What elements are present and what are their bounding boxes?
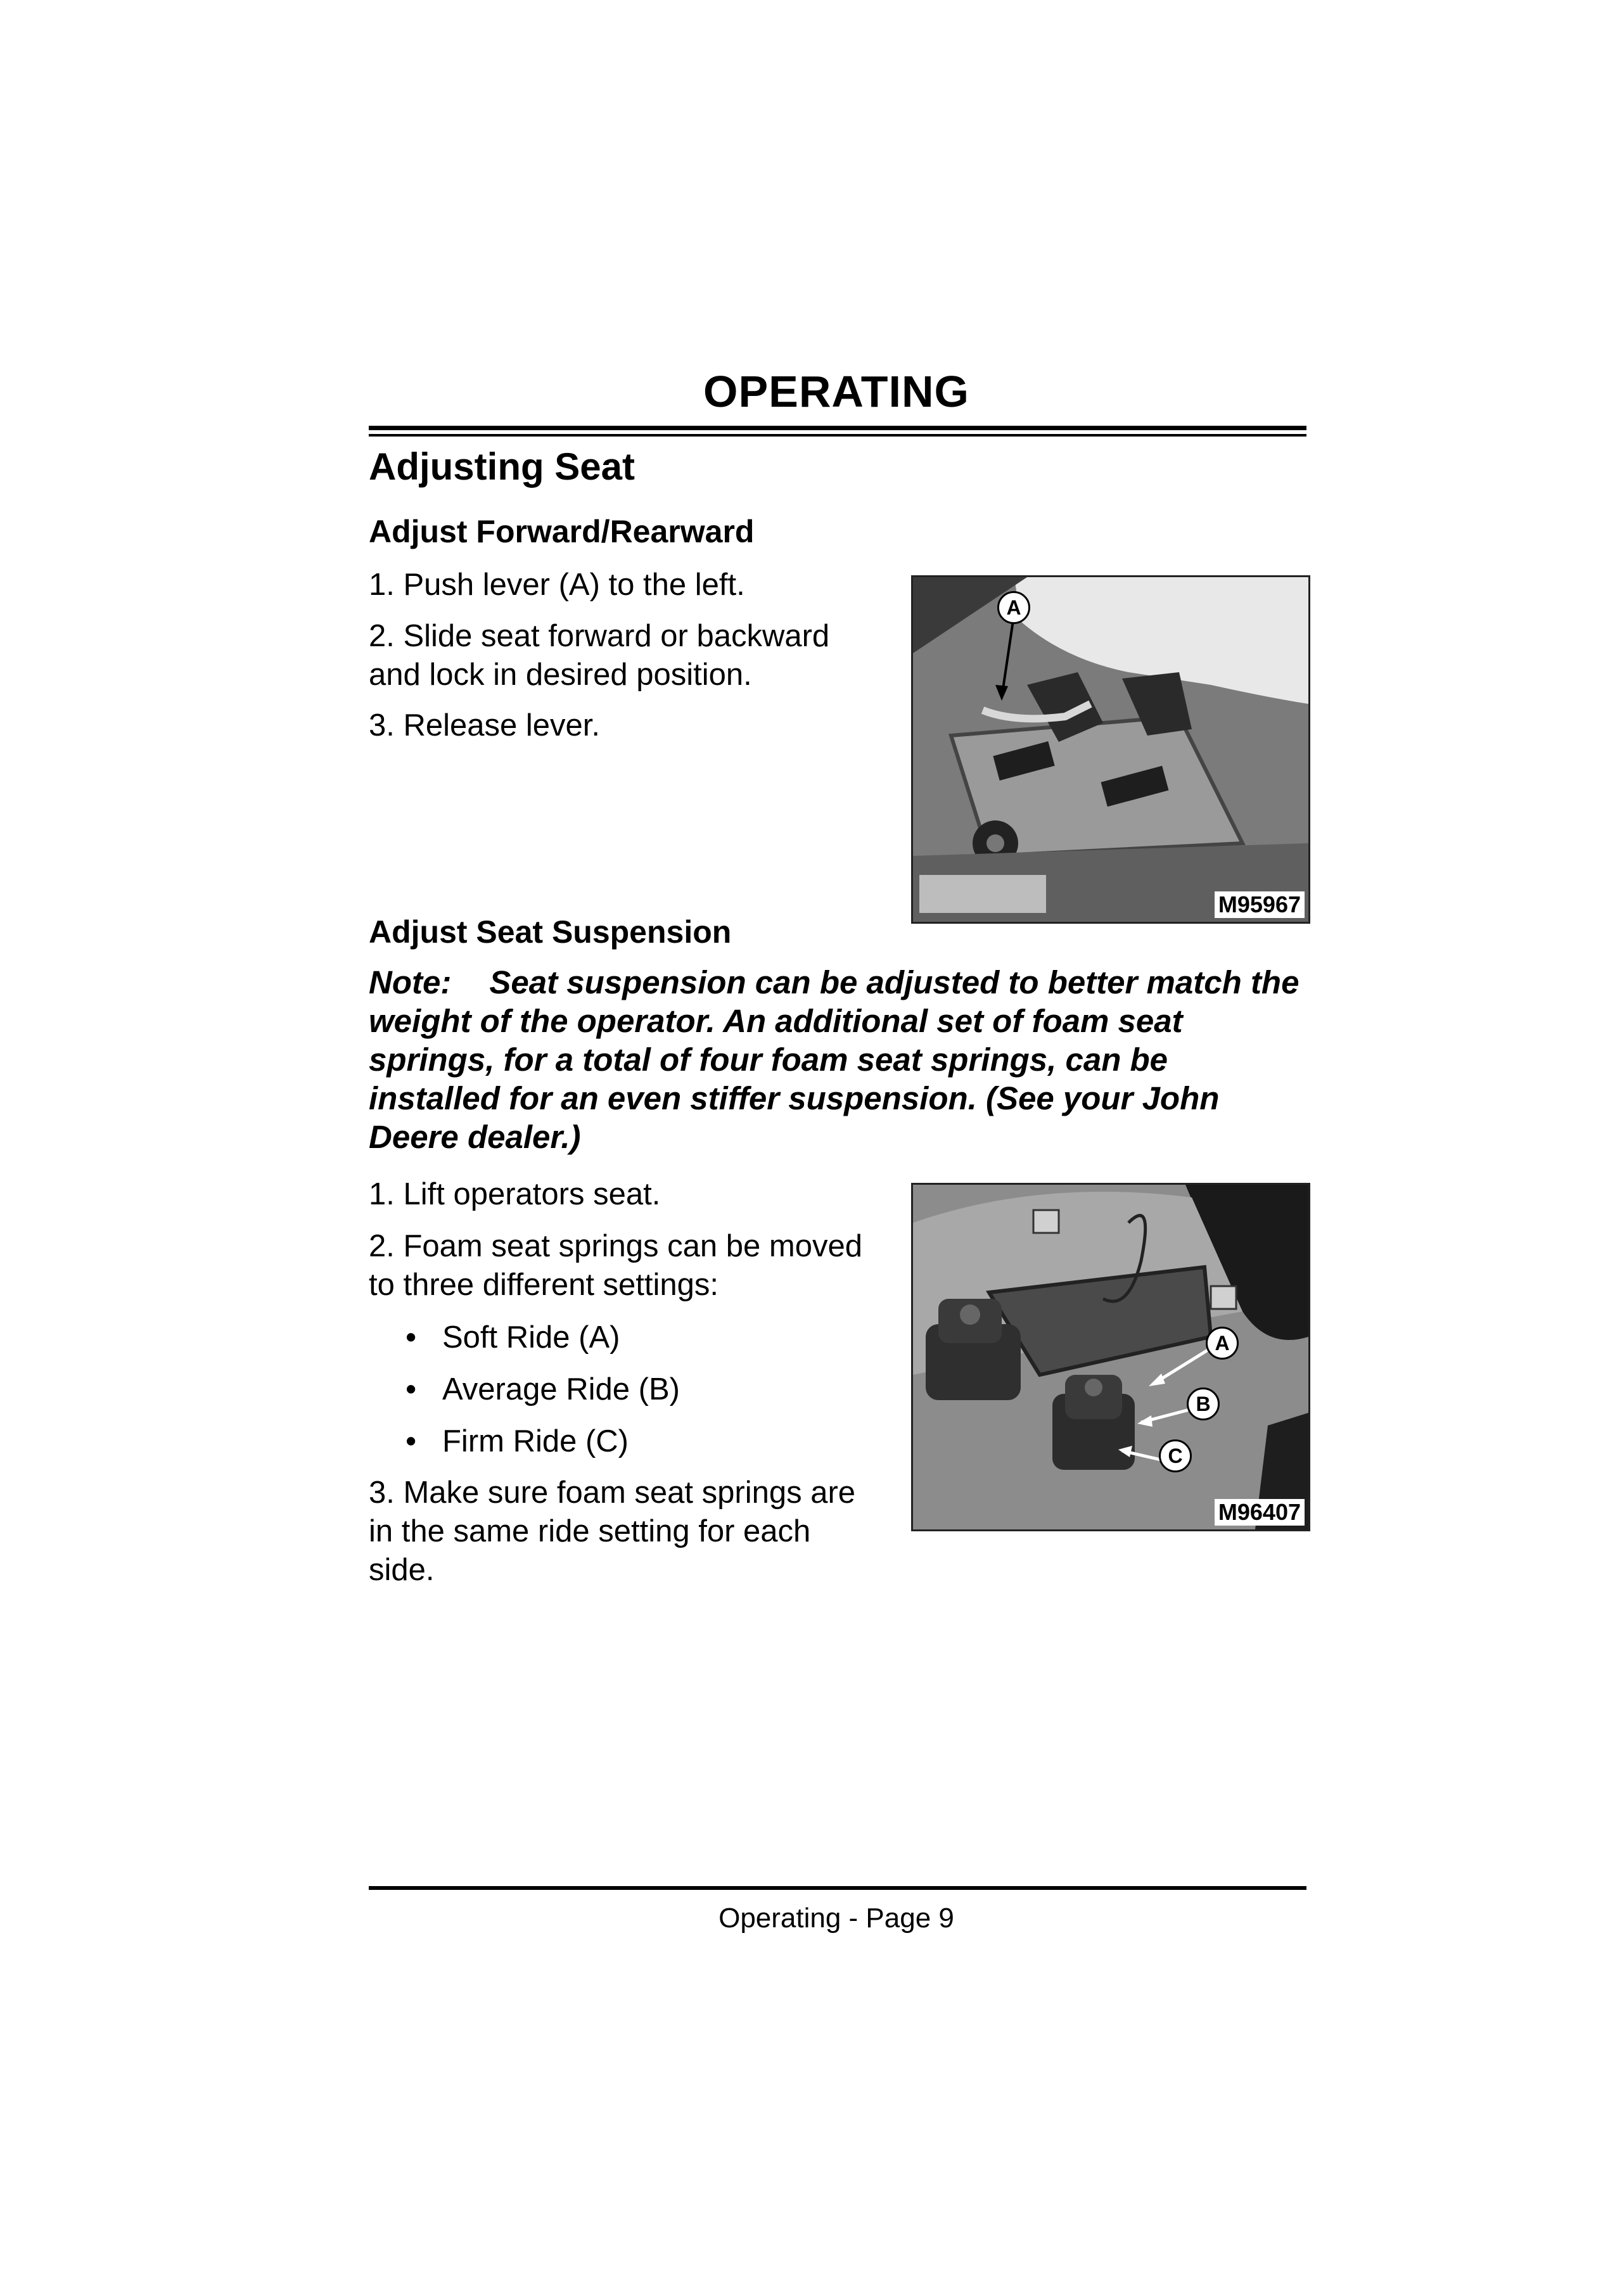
figure-id-label: M95967	[1215, 891, 1305, 918]
note-line-2: weight of the operator. An additional set of foam seat	[369, 1003, 1183, 1039]
step-2-text-line-2: and lock in desired position.	[369, 658, 752, 692]
step-2-text-line-1: 2. Slide seat forward or backward	[369, 619, 830, 653]
suspension-step-3-text-line-2: in the same ride setting for each	[369, 1514, 811, 1548]
seat-lever-figure	[911, 575, 1310, 924]
suspension-heading: Adjust Seat Suspension	[369, 914, 732, 950]
section-title: Adjusting Seat	[369, 445, 635, 488]
bullet-firm-ride: • Firm Ride (C)	[406, 1424, 629, 1458]
page-title: OPERATING	[703, 367, 969, 416]
forward-rearward-heading: Adjust Forward/Rearward	[369, 514, 755, 549]
footer-rule	[369, 1886, 1306, 1890]
bullet-soft-ride: • Soft Ride (A)	[406, 1320, 620, 1355]
bullet-average-ride: • Average Ride (B)	[406, 1372, 680, 1406]
suspension-step-2-text-line-2: to three different settings:	[369, 1268, 719, 1302]
suspension-step-3-text-line-1: 3. Make sure foam seat springs are	[369, 1476, 856, 1510]
page-footer: Operating - Page 9	[718, 1903, 954, 1934]
seat-springs-illustration	[913, 1185, 1308, 1529]
callout-c: C	[1159, 1439, 1192, 1472]
seat-lever-illustration	[913, 577, 1308, 922]
header-double-rule	[369, 426, 1306, 438]
suspension-step-3-text-line-3: side.	[369, 1553, 435, 1587]
note-line-1: Seat suspension can be adjusted to better match the	[489, 964, 1300, 1000]
callout-a: A	[997, 591, 1030, 624]
callout-a: A	[1206, 1327, 1239, 1360]
note-label: Note:	[369, 964, 452, 1000]
figure-id-label: M96407	[1215, 1499, 1305, 1526]
seat-springs-figure	[911, 1183, 1310, 1531]
suspension-note	[369, 963, 1319, 1156]
note-line-4: installed for an even stiffer suspension. (See your John	[369, 1080, 1220, 1116]
note-line-5: Deere dealer.)	[369, 1119, 581, 1155]
suspension-step-1-text: 1. Lift operators seat.	[369, 1177, 661, 1211]
note-line-3: springs, for a total of four foam seat springs, can be	[369, 1042, 1168, 1078]
step-1-text: 1. Push lever (A) to the left.	[369, 568, 745, 602]
callout-b: B	[1187, 1387, 1220, 1420]
suspension-step-2-text-line-1: 2. Foam seat springs can be moved	[369, 1229, 862, 1263]
step-3-text: 3. Release lever.	[369, 708, 600, 743]
